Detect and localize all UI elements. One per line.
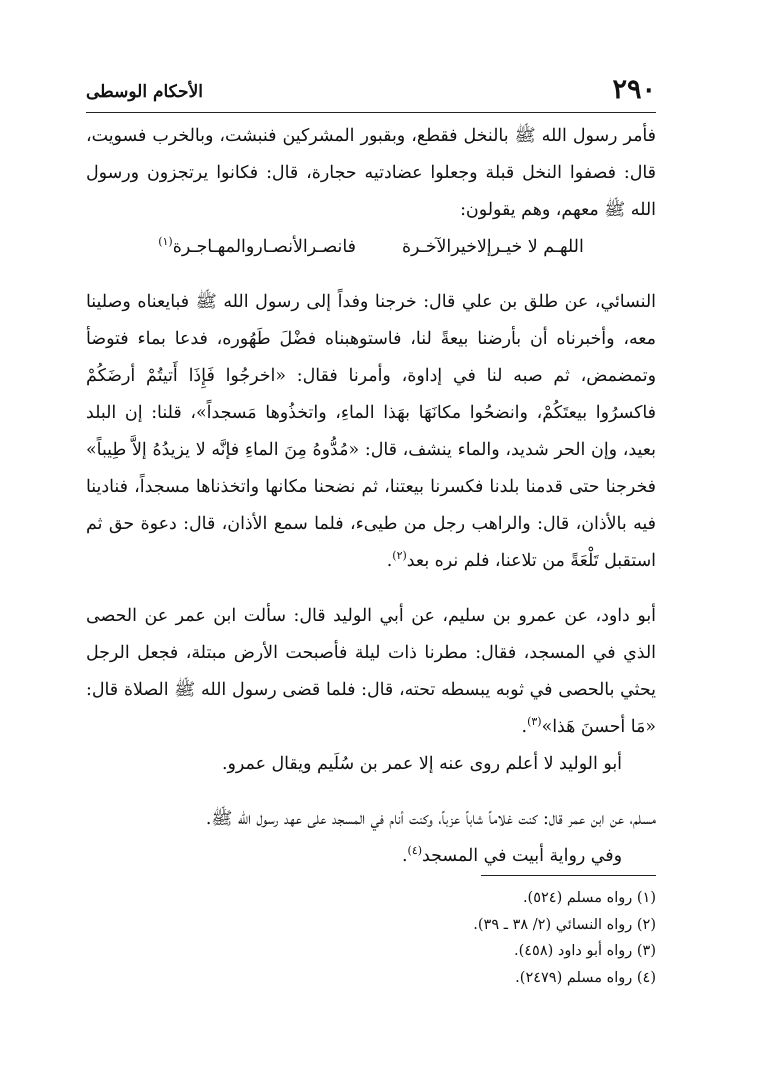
text-line: أبو الوليد لا أعلم روى عنه إلا عمر بن سُلَيم ويقال عمرو.	[222, 754, 622, 774]
text-line: يرتجزون ورسول الله ﷺ معهم، وهم يقولون:	[86, 163, 656, 220]
footnote-ref: (٢)	[392, 549, 407, 563]
book-title: الأحكام الوسطى	[86, 82, 203, 102]
footnotes	[300, 885, 656, 991]
footnote-ref: (٤)	[407, 844, 423, 858]
text-line: قلنا: إن البلد بعيد، وإن الحر شديد، والماء ينشف، قال: «مُدُّوهُ مِنَ الماءِ	[86, 403, 656, 460]
text-line: رسول الله ﷺ الصلاة قال: «مَا أحسنَ هَذا»	[86, 680, 656, 737]
paragraph-1	[86, 118, 656, 229]
text-line: أبو داود، عن عمرو بن سليم، عن أبي الوليد قال: سألت ابن عمر عن	[144, 606, 656, 626]
poem-hemistich-2	[158, 229, 356, 266]
text-line: مسلم، عن ابن عمر قال: كنت غلاماً شاباً عزباً، وكنت أنام في المسجد	[332, 809, 656, 829]
page-number: ٢٩٠	[612, 74, 656, 105]
paragraph-2: النسائي، عن طلق بن علي قال: خرجنا وفداً إلى رسول الله ﷺ فبايعناه وصلينا معه، وأخبرناه أن بأرضنا بيعةً لنا، فاستوهبناه فضْلَ طَهُوره، فدعا بماء فتوضأ وتمضمض، ثم صبه لنا في إداوة، وأمرنا فقال: «اخرجُوا فَإِذَا أَتيتُمْ أرضَكُمْ فاكسرُوا بيعتَكُمْ، وانضحُوا مكانَهَا بهَذا الماءِ، واتخذُوها مَسجداً»، قلنا: إن البلد بعيد، وإن الحر شديد، والماء ينشف، قال: «مُدُّوهُ مِنَ الماءِ فإنَّه لا يزيدُهُ إلاَّ طِيباً» فخرجنا حتى قدمنا بلدنا فكسرنا بيعتنا، ثم نضحنا مكانها واتخذناها مسجداً، فنادينا فيه بالأذان، قال: والراهب رجل من طيىء، فلما سمع الأذان، قال: دعوة حق ثم استقبل تَلْعَةً من تلاعنا، فلم نره بعد$^{(٢)}$.	[86, 292, 656, 571]
poem-hemistich-2-text: فانصـرالأنصـاروالمهـاجـرة	[172, 237, 356, 257]
text-line: على عهد رسول الله ﷺ.	[205, 809, 327, 829]
text-line: أرضَكُمْ فاكسرُوا بيعتَكُمْ، وانضحُوا مكانَهَا بهَذا الماءِ، واتخذُوها مَسجداً»،	[86, 366, 656, 423]
paragraph-6: وفي رواية أبيت في المسجد$^{(٤)}$.	[401, 844, 622, 866]
text-line: فتوضأ وتمضمض، ثم صبه لنا في إداوة، وأمرنا فقال: «اخرجُوا فَإِذَا أَتيتُمْ	[86, 329, 656, 386]
text-line: فسويت، قال: فصفوا النخل قبلة وجعلوا عضادتيه حجارة، قال: فكانوا	[86, 126, 656, 183]
footnote-rule	[481, 875, 656, 876]
text-line: فجعل الرجل يحثي بالحصى في ثوبه يبسطه تحته، قال: فلما قضى	[86, 643, 656, 700]
header-rule	[86, 112, 656, 113]
text-line: فلما سمع الأذان، قال: دعوة حق ثم استقبل تَلْعَةً من تلاعنا، فلم نره بعد	[86, 514, 656, 571]
page-header	[86, 74, 656, 110]
text-line: الحصى الذي في المسجد، فقال: مطرنا ذات ليلة فأصبحت الأرض مبتلة،	[86, 606, 656, 663]
text-line: وصلينا معه، وأخبرناه أن بأرضنا بيعةً لنا، فاستوهبناه فضْلَ طَهُوره، فدعا بماء	[86, 292, 656, 349]
text-line: فإنَّه لا يزيدُهُ إلاَّ طِيباً» فخرجنا حتى قدمنا بلدنا فكسرنا بيعتنا، ثم نضحنا	[86, 440, 656, 497]
paragraph-5	[86, 801, 656, 838]
text-line: وفي رواية أبيت في المسجد	[422, 846, 622, 866]
footnote-ref: (٣)	[527, 715, 542, 729]
footnote-4: (٤) رواه مسلم (٢٤٧٩).	[515, 969, 656, 986]
text-line: النسائي، عن طلق بن علي قال: خرجنا وفداً إلى رسول الله ﷺ فبايعناه	[137, 292, 656, 312]
paragraph-4	[86, 746, 656, 783]
footnote-1: (١) رواه مسلم (٥٢٤).	[522, 890, 656, 906]
poem-verse	[86, 229, 656, 266]
footnote-ref: (١)	[158, 235, 173, 249]
text-line: مكانها واتخذناها مسجداً، فنادينا فيه بالأذان، قال: والراهب رجل من طيىء،	[86, 477, 656, 534]
paragraph-3: أبو داود، عن عمرو بن سليم، عن أبي الوليد قال: سألت ابن عمر عن الحصى الذي في المسجد، فقال: مطرنا ذات ليلة فأصبحت الأرض مبتلة، فجعل الرجل يحثي بالحصى في ثوبه يبسطه تحته، قال: فلما قضى رسول الله ﷺ الصلاة قال: «مَا أحسنَ هَذا»$^{(٣)}$.	[86, 606, 656, 737]
main-text	[86, 118, 656, 875]
poem-hemistich-1: اللهـم لا خيـرإلاخيرالآخـرة	[401, 237, 584, 257]
text-line: فأمر رسول الله ﷺ بالنخل فقطع، وبقبور المشركين فنبشت، وبالخرب	[152, 126, 656, 146]
footnote-3: (٣) رواه أبو داود (٤٥٨).	[513, 943, 656, 959]
footnote-2: (٢) رواه النسائي (٢/ ٣٨ ـ ٣٩).	[473, 916, 656, 933]
